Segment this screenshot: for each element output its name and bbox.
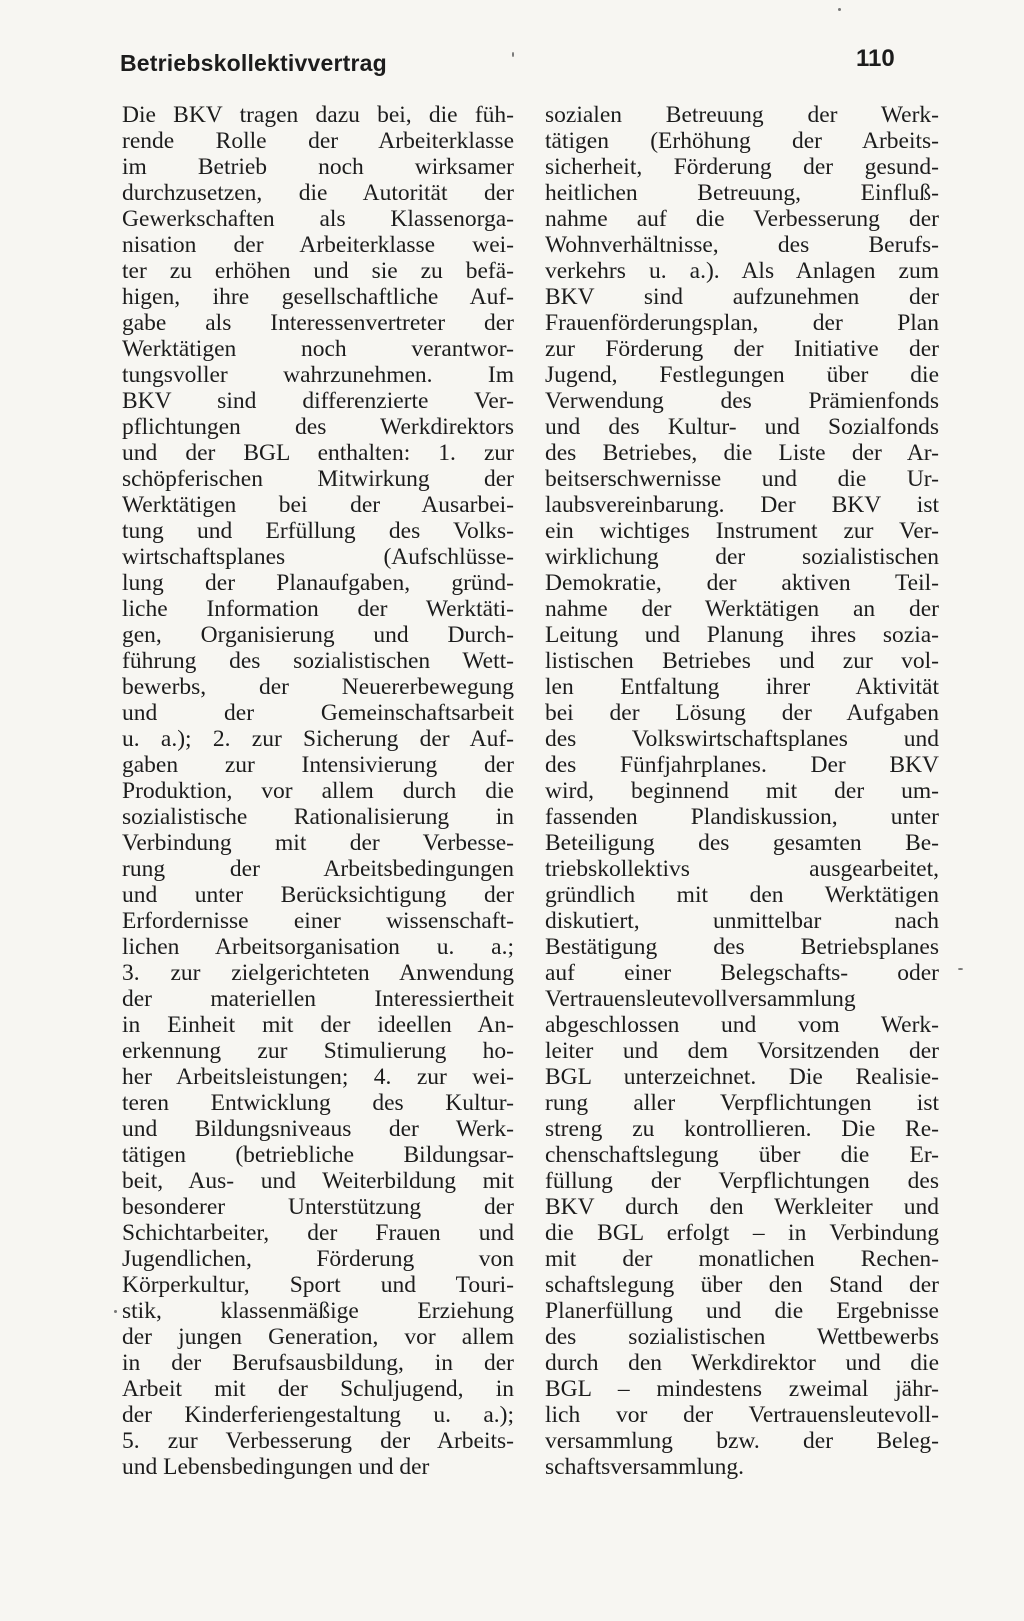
text-line: triebskollektivs ausgearbeitet, (545, 856, 939, 882)
text-line: Wohnverhältnisse, des Berufs- (545, 232, 939, 258)
text-line: sicherheit, Förderung der gesund- (545, 154, 939, 180)
text-line: und des Kultur- und Sozialfonds (545, 414, 939, 440)
text-line: und Lebensbedingungen und der (122, 1454, 430, 1480)
text-line: rende Rolle der Arbeiterklasse (122, 128, 514, 154)
text-line: pflichtungen des Werkdirektors (122, 414, 514, 440)
text-line: besonderer Unterstützung der (122, 1194, 514, 1220)
text-line: liche Information der Werktäti- (122, 596, 514, 622)
text-line: der jungen Generation, vor allem (122, 1324, 514, 1350)
text-line: Die BKV tragen dazu bei, die füh- (122, 102, 514, 128)
text-line: und der BGL enthalten: 1. zur (122, 440, 514, 466)
text-line: durchzusetzen, die Autorität der (122, 180, 514, 206)
text-line: lung der Planaufgaben, gründ- (122, 570, 514, 596)
text-line: BGL unterzeichnet. Die Realisie- (545, 1064, 939, 1090)
text-line: und unter Berücksichtigung der (122, 882, 514, 908)
text-line: Vertrauensleutevollversammlung (545, 986, 856, 1012)
text-line: teren Entwicklung des Kultur- (122, 1090, 514, 1116)
text-line: laubsvereinbarung. Der BKV ist (545, 492, 939, 518)
text-line: Verwendung des Prämienfonds (545, 388, 939, 414)
text-line: ter zu erhöhen und sie zu befä- (122, 258, 514, 284)
text-line: durch den Werkdirektor und die (545, 1350, 939, 1376)
text-line: 3. zur zielgerichteten Anwendung (122, 960, 514, 986)
text-line: tungsvoller wahrzunehmen. Im (122, 362, 514, 388)
text-line: 5. zur Verbesserung der Arbeits- (122, 1428, 514, 1454)
text-line: der materiellen Interessiertheit (122, 986, 514, 1012)
text-line: in der Berufsausbildung, in der (122, 1350, 514, 1376)
text-line: lich vor der Vertrauensleutevoll- (545, 1402, 939, 1428)
text-line: Demokratie, der aktiven Teil- (545, 570, 939, 596)
text-line: Schichtarbeiter, der Frauen und (122, 1220, 514, 1246)
text-line: in Einheit mit der ideellen An- (122, 1012, 514, 1038)
text-line: Körperkultur, Sport und Touri- (122, 1272, 514, 1298)
text-line: lichen Arbeitsorganisation u. a.; (122, 934, 514, 960)
text-line: führung des sozialistischen Wett- (122, 648, 514, 674)
text-line: BKV durch den Werkleiter und (545, 1194, 939, 1220)
text-line: und Bildungsniveaus der Werk- (122, 1116, 514, 1142)
text-line: higen, ihre gesellschaftliche Auf- (122, 284, 514, 310)
text-line: tung und Erfüllung des Volks- (122, 518, 514, 544)
text-line: abgeschlossen und vom Werk- (545, 1012, 939, 1038)
scan-speck (512, 52, 514, 57)
text-line: chenschaftslegung über die Er- (545, 1142, 939, 1168)
text-line: Bestätigung des Betriebsplanes (545, 934, 939, 960)
scan-speck (838, 8, 841, 11)
text-line: die BGL erfolgt – in Verbindung (545, 1220, 939, 1246)
text-line: Produktion, vor allem durch die (122, 778, 514, 804)
text-line: füllung der Verpflichtungen des (545, 1168, 939, 1194)
text-line: zur Förderung der Initiative der (545, 336, 939, 362)
text-line: schaftsversammlung. (545, 1454, 745, 1480)
text-line: gabe als Interessenvertreter der (122, 310, 514, 336)
text-line: nisation der Arbeiterklasse wei- (122, 232, 514, 258)
text-line: des Volkswirtschaftsplanes und (545, 726, 939, 752)
text-line: len Entfaltung ihrer Aktivität (545, 674, 939, 700)
text-line: Werktätigen noch verantwor- (122, 336, 514, 362)
text-line: beitserschwernisse und die Ur- (545, 466, 939, 492)
page-number: 110 (856, 45, 895, 72)
text-line: fassenden Plandiskussion, unter (545, 804, 939, 830)
text-line: Jugendlichen, Förderung von (122, 1246, 514, 1272)
text-line: und der Gemeinschaftsarbeit (122, 700, 514, 726)
text-line: mit der monatlichen Rechen- (545, 1246, 939, 1272)
text-line: Arbeit mit der Schuljugend, in (122, 1376, 514, 1402)
text-line: stik, klassenmäßige Erziehung (122, 1298, 514, 1324)
text-line: Frauenförderungsplan, der Plan (545, 310, 939, 336)
text-line: gaben zur Intensivierung der (122, 752, 514, 778)
text-line: wird, beginnend mit der um- (545, 778, 939, 804)
text-line: diskutiert, unmittelbar nach (545, 908, 939, 934)
right-text-column (545, 102, 939, 1480)
text-line: im Betrieb noch wirksamer (122, 154, 514, 180)
text-line: wirklichung der sozialistischen (545, 544, 939, 570)
text-line: rung der Arbeitsbedingungen (122, 856, 514, 882)
text-line: Leitung und Planung ihres sozia- (545, 622, 939, 648)
left-text-column (122, 102, 514, 1480)
text-line: rung aller Verpflichtungen ist (545, 1090, 939, 1116)
text-line: schaftslegung über den Stand der (545, 1272, 939, 1298)
text-line: her Arbeitsleistungen; 4. zur wei- (122, 1064, 514, 1090)
text-line: leiter und dem Vorsitzenden der (545, 1038, 939, 1064)
text-line: verkehrs u. a.). Als Anlagen zum (545, 258, 939, 284)
text-line: des Betriebes, die Liste der Ar- (545, 440, 939, 466)
text-line: des sozialistischen Wettbewerbs (545, 1324, 939, 1350)
text-line: bei der Lösung der Aufgaben (545, 700, 939, 726)
text-line: auf einer Belegschafts- oder (545, 960, 939, 986)
text-line: Gewerkschaften als Klassenorga- (122, 206, 514, 232)
text-line: tätigen (Erhöhung der Arbeits- (545, 128, 939, 154)
text-line: schöpferischen Mitwirkung der (122, 466, 514, 492)
text-line: wirtschaftsplanes (Aufschlüsse- (122, 544, 514, 570)
text-line: der Kinderferiengestaltung u. a.); (122, 1402, 514, 1428)
scan-speck (958, 968, 963, 970)
text-line: beit, Aus- und Weiterbildung mit (122, 1168, 514, 1194)
text-line: bewerbs, der Neuererbewegung (122, 674, 514, 700)
text-line: ein wichtiges Instrument zur Ver- (545, 518, 939, 544)
text-line: Jugend, Festlegungen über die (545, 362, 939, 388)
text-line: Werktätigen bei der Ausarbei- (122, 492, 514, 518)
text-line: nahme der Werktätigen an der (545, 596, 939, 622)
text-line: BKV sind aufzunehmen der (545, 284, 939, 310)
text-line: versammlung bzw. der Beleg- (545, 1428, 939, 1454)
text-line: sozialistische Rationalisierung in (122, 804, 514, 830)
text-line: Beteiligung des gesamten Be- (545, 830, 939, 856)
running-header-title: Betriebskollektivvertrag (120, 50, 387, 76)
text-line: heitlichen Betreuung, Einfluß- (545, 180, 939, 206)
text-line: Verbindung mit der Verbesse- (122, 830, 514, 856)
text-line: nahme auf die Verbesserung der (545, 206, 939, 232)
text-line: listischen Betriebes und zur vol- (545, 648, 939, 674)
text-line: Planerfüllung und die Ergebnisse (545, 1298, 939, 1324)
text-line: Erfordernisse einer wissenschaft- (122, 908, 514, 934)
text-line: erkennung zur Stimulierung ho- (122, 1038, 514, 1064)
text-line: sozialen Betreuung der Werk- (545, 102, 939, 128)
text-line: streng zu kontrollieren. Die Re- (545, 1116, 939, 1142)
text-line: BGL – mindestens zweimal jähr- (545, 1376, 939, 1402)
text-line: tätigen (betriebliche Bildungsar- (122, 1142, 514, 1168)
scan-speck (114, 1310, 117, 1313)
text-line: gen, Organisierung und Durch- (122, 622, 514, 648)
text-line: gründlich mit den Werktätigen (545, 882, 939, 908)
text-line: u. a.); 2. zur Sicherung der Auf- (122, 726, 514, 752)
text-line: des Fünfjahrplanes. Der BKV (545, 752, 939, 778)
text-line: BKV sind differenzierte Ver- (122, 388, 514, 414)
